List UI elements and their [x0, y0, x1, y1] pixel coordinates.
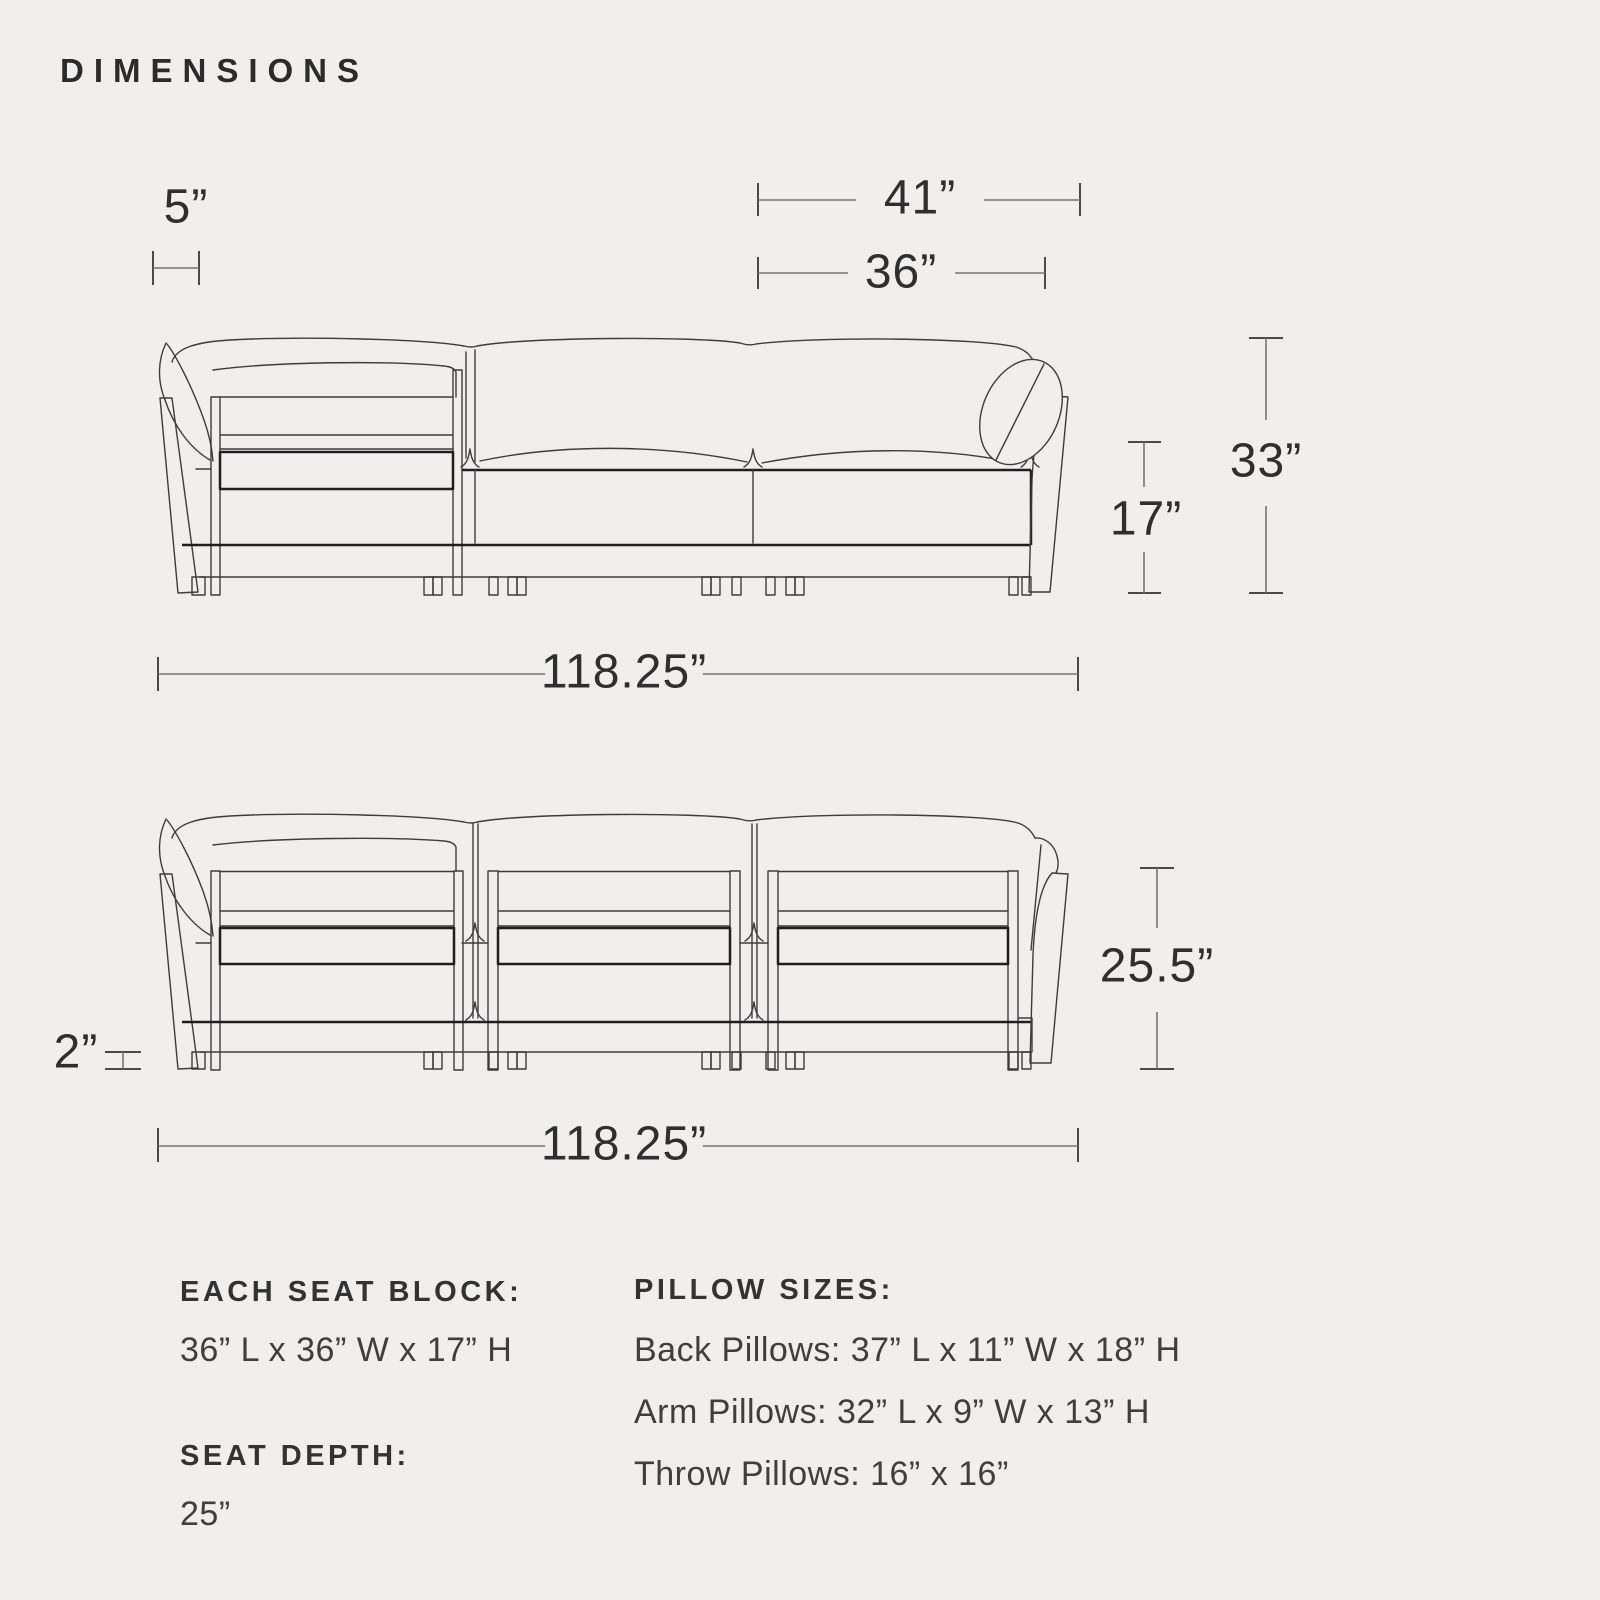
spec-column-left — [180, 1276, 522, 1534]
pillow-sizes-heading: PILLOW SIZES: — [634, 1274, 894, 1306]
sofa-front-view-drawing — [159, 338, 1078, 595]
seat-block-heading: EACH SEAT BLOCK: — [180, 1276, 523, 1308]
seat-depth-value: 25” — [180, 1495, 231, 1533]
spec-column-right — [634, 1274, 1181, 1494]
page-title: DIMENSIONS — [60, 52, 370, 89]
dim-label-back-overall-width: 118.25” — [540, 1117, 708, 1171]
dim-label-leg-height: 2” — [53, 1025, 99, 1079]
front-view-legs — [192, 577, 1031, 595]
dim-label-seat-height: 17” — [1109, 492, 1183, 546]
pillow-size-back: Back Pillows: 37” L x 11” W x 18” H — [634, 1331, 1181, 1369]
dim-label-arm-width: 5” — [163, 180, 209, 234]
dim-label-seat-block-width: 36” — [864, 245, 938, 299]
pillow-size-arm: Arm Pillows: 32” L x 9” W x 13” H — [634, 1393, 1150, 1431]
back-view-legs — [192, 1052, 1031, 1069]
front-view-dimension-lines — [153, 183, 1283, 691]
dim-label-overall-height: 33” — [1229, 434, 1303, 488]
sofa-back-view-drawing — [159, 814, 1068, 1070]
seat-block-value: 36” L x 36” W x 17” H — [180, 1331, 513, 1369]
seat-depth-heading: SEAT DEPTH: — [180, 1440, 410, 1472]
pillow-size-throw: Throw Pillows: 16” x 16” — [634, 1455, 1009, 1493]
dim-label-back-frame-height: 25.5” — [1099, 939, 1215, 993]
dim-label-front-overall-width: 118.25” — [540, 645, 708, 699]
dim-label-end-section-width: 41” — [883, 171, 957, 225]
